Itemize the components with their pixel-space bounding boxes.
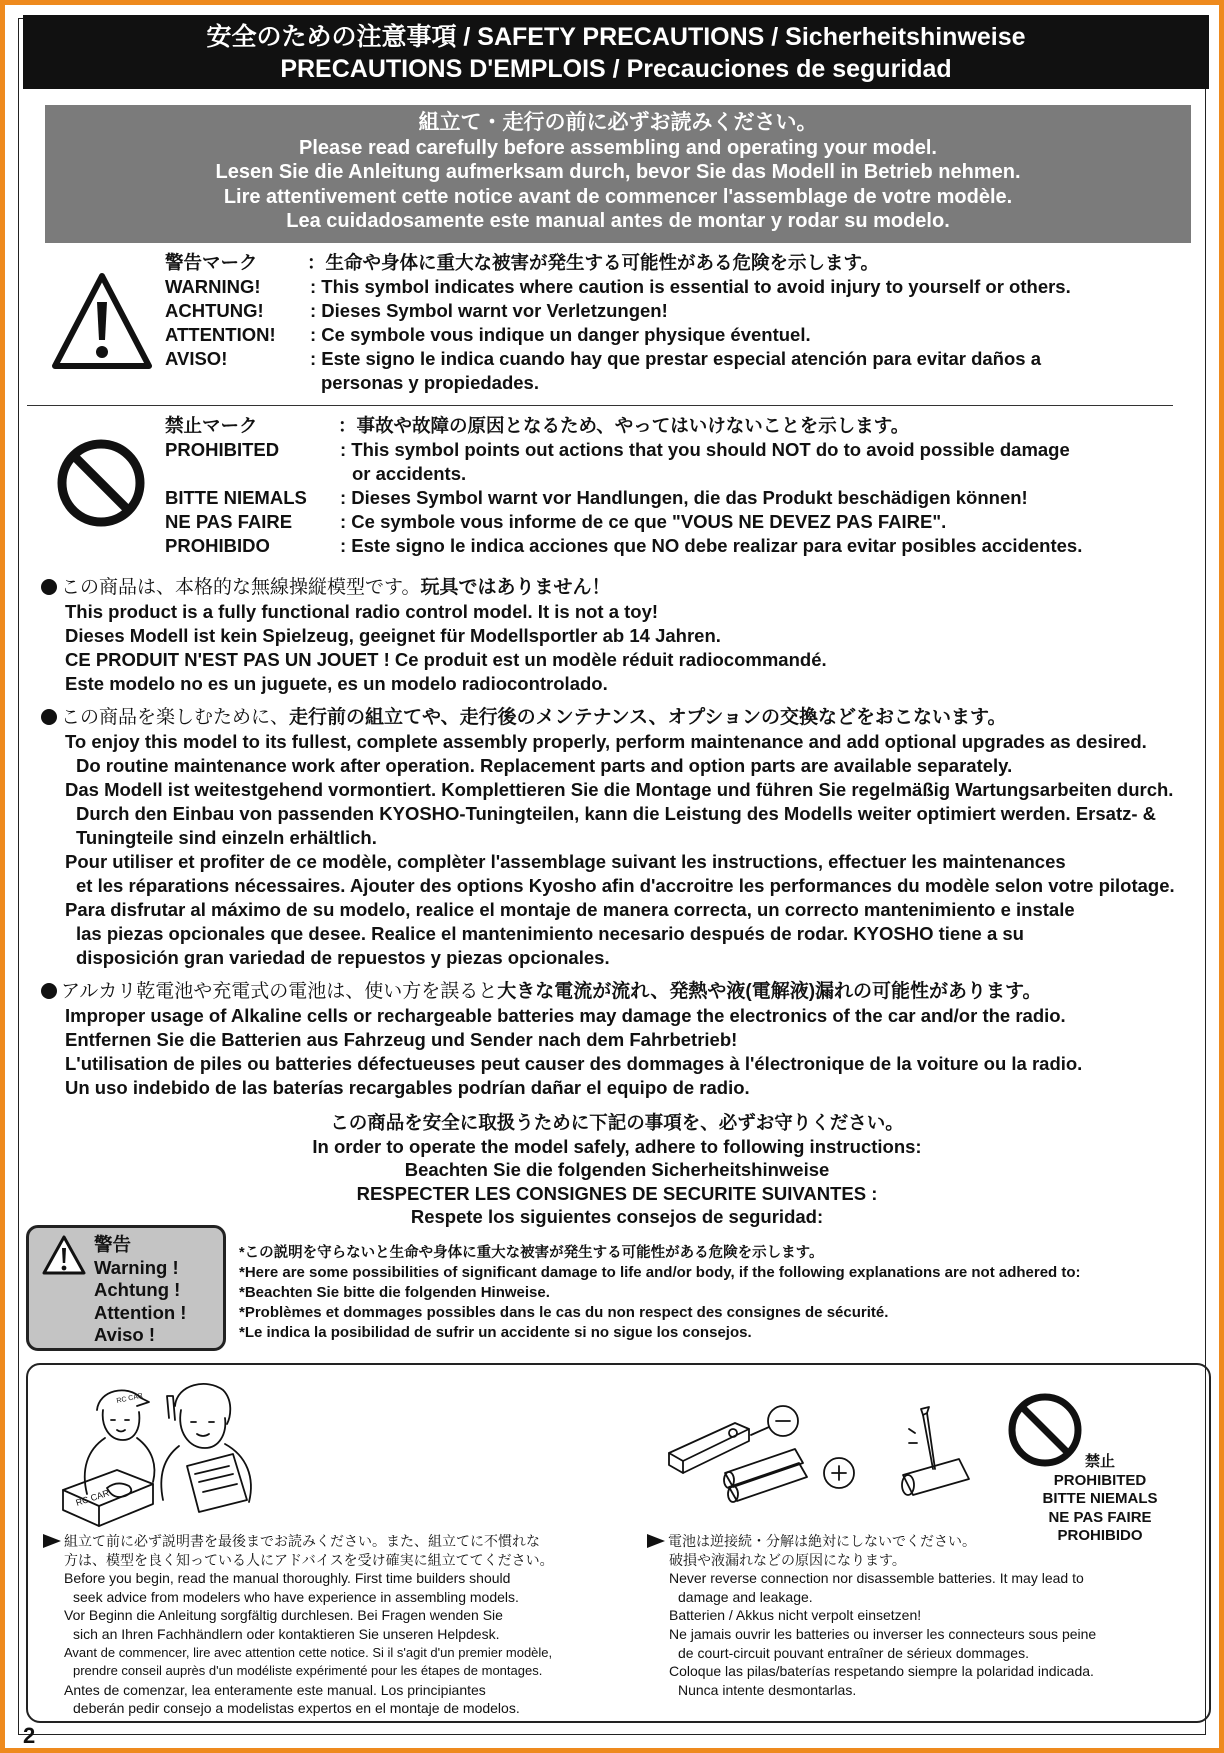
warning-box-label-en: Warning ! (94, 1256, 179, 1278)
prohibited-label-es: PROHIBIDO (165, 535, 270, 556)
warning-note-de: *Beachten Sie bitte die folgenden Hinweise. (239, 1284, 550, 1301)
prohibited-small-es: PROHIBIDO (1057, 1527, 1143, 1545)
arrow-icon (647, 1534, 665, 1548)
bullet3-line: L'utilisation de piles ou batteries défectueuses peut causer des dommages à l'électronique de la voiture ou la radio. (65, 1053, 1083, 1074)
instructions-intro (5, 1111, 1224, 1229)
prohibited-small-de: BITTE NIEMALS (1042, 1490, 1158, 1508)
warning-label-de: ACHTUNG! (165, 300, 264, 321)
bullet2-line: et les réparations nécessaires. Ajouter des options Kyosho afin d'accroitre les performances du modèle selon votre pilotage. (76, 875, 1175, 896)
left-note (43, 1532, 554, 1718)
right-note-line: 破損や液漏れなどの原因になります。 (669, 1551, 906, 1568)
bullet2-line: To enjoy this model to its fullest, complete assembly properly, perform maintenance and add optional upgrades as desired. (65, 731, 1147, 752)
bullet2-jp-plain: この商品を楽しむために、 (61, 707, 290, 728)
arrow-icon (43, 1534, 61, 1548)
prohibited-text-de: : Dieses Symbol warnt vor Handlungen, die das Produkt beschädigen können! (340, 487, 1028, 508)
prohibited-small-en: PROHIBITED (1053, 1471, 1147, 1489)
warning-label-en: WARNING! (165, 276, 261, 297)
prohibited-text-fr: : Ce symbole vous informe de ce que "VOUS NE DEVEZ PAS FAIRE". (340, 511, 947, 532)
bullet-dot (41, 579, 57, 595)
bullet1-line: Dieses Modell ist kein Spielzeug, geeignet für Modellsportler ab 14 Jahren. (65, 625, 721, 646)
warning-text-jp: ：生命や身体に重大な被害が発生する可能性がある危険を示します。 (307, 252, 880, 273)
right-note-line: 電池は逆接続・分解は絶対にしないでください。 (668, 1533, 976, 1549)
warning-label-fr: ATTENTION! (165, 324, 276, 345)
prohibited-label-jp: 禁止マーク (165, 415, 258, 436)
bullet1-line: CE PRODUIT N'EST PAS UN JOUET ! Ce produit est un modèle réduit radiocommandé. (65, 649, 827, 670)
warning-note-es: *Le indica la posibilidad de sufrir un accidente si no sigue los consejos. (239, 1324, 752, 1341)
warning-label-es: AVISO! (165, 348, 228, 369)
bullet3-jp-bold: 大きな電流が流れ、発熱や液(電解液)漏れの可能性があります。 (497, 981, 1042, 1002)
bullet-batteries (41, 980, 1082, 1100)
warning-triangle-icon (49, 270, 155, 374)
prohibited-text-jp: ：事故や故障の原因となるため、やってはいけないことを示します。 (338, 415, 910, 436)
prohibited-small-fr: NE PAS FAIRE (1048, 1508, 1152, 1526)
bullet2-line: Das Modell ist weitestgehend vormontiert. Komplettieren Sie die Montage und führen Sie regelmäßig Wartungsarbeiten durch. (65, 779, 1174, 800)
bullet1-jp-bold: 玩具ではありません！ (420, 577, 611, 598)
warning-text-es-cont: personas y propiedades. (321, 372, 539, 393)
bullet1-line: This product is a fully functional radio control model. It is not a toy! (65, 601, 659, 622)
bullet2-line: Do routine maintenance work after operation. Replacement parts and option parts are available separately. (76, 755, 1013, 776)
warning-notes (239, 1243, 1081, 1343)
intro-fr: RESPECTER LES CONSIGNES DE SECURITE SUIVANTES : (356, 1182, 878, 1204)
banner-de: Lesen Sie die Anleitung aufmerksam durch, bevor Sie das Modell in Betrieb nehmen. (215, 161, 1021, 183)
warning-text-en: : This symbol indicates where caution is essential to avoid injury to yourself or others. (310, 276, 1071, 297)
bullet1-line: Este modelo no es un juguete, es un modelo radiocontrolado. (65, 673, 608, 694)
right-note-line: Coloque las pilas/baterías respetando siempre la polaridad indicada. (669, 1663, 1094, 1680)
right-note-line: Batterien / Akkus nicht verpolt einsetzen! (669, 1607, 922, 1624)
left-note-line: Antes de comenzar, lea enteramente este manual. Los principiantes (64, 1681, 486, 1698)
warning-text-de: : Dieses Symbol warnt vor Verletzungen! (310, 300, 668, 321)
warning-box-label-de: Achtung ! (94, 1279, 181, 1300)
warning-box-labels (94, 1234, 186, 1347)
prohibited-label-de: BITTE NIEMALS (165, 487, 307, 508)
left-note-line: seek advice from modelers who have experience in assembling models. (73, 1588, 519, 1605)
prohibited-label-fr: NE PAS FAIRE (165, 511, 293, 532)
bullet-not-a-toy (41, 576, 827, 696)
right-note-line: damage and leakage. (678, 1588, 813, 1605)
banner-es: Lea cuidadosamente este manual antes de montar y rodar su modelo. (286, 210, 950, 232)
warning-box-label-es: Aviso ! (94, 1324, 155, 1345)
bullet2-jp-bold: 走行前の組立てや、走行後のメンテナンス、オプションの交換などをおこないます。 (289, 707, 1007, 728)
prohibited-text-en: : This symbol points out actions that you should NOT do to avoid possible damage (340, 439, 1070, 460)
intro-en: In order to operate the model safely, adhere to following instructions: (312, 1135, 922, 1157)
bullet2-line: Pour utiliser et profiter de ce modèle, complèter l'assemblage suivant les instructions, effectuer les maintenances (65, 851, 1066, 872)
warning-box (26, 1225, 226, 1351)
banner-jp: 組立て・走行の前に必ずお読みください。 (418, 111, 818, 134)
section-divider (27, 405, 1173, 406)
bullet2-line: Tuningteile sind einzeln erhältlich. (76, 827, 377, 848)
prohibited-text-es: : Este signo le indica acciones que NO debe realizar para evitar posibles accidentes. (340, 535, 1083, 556)
bullet2-line: Para disfrutar al máximo de su modelo, realice el montaje de manera correcta, un correcto mantenimiento e instale (65, 899, 1075, 920)
right-note-line: de court-circuit pouvant entraîner de sérieux dommages. (678, 1644, 1029, 1661)
left-note-line: Before you begin, read the manual thoroughly. First time builders should (64, 1570, 511, 1587)
left-note-line: 組立て前に必ず説明書を最後までお読みください。また、組立てに不慣れな (64, 1533, 540, 1549)
warning-note-en: *Here are some possibilities of significant damage to life and/or body, if the following explanations are not adhered to: (239, 1264, 1081, 1281)
box-label: RC CAR (74, 1487, 111, 1508)
bullet3-jp-plain: アルカリ乾電池や充電式の電池は、使い方を誤ると (61, 981, 498, 1002)
left-note-line: 方は、模型を良く知っている人にアドバイスを受け確実に組立ててください。 (64, 1551, 554, 1568)
bullet2-line: disposición gran variedad de repuestos y piezas opcionales. (76, 947, 610, 968)
bullet2-line: las piezas opcionales que desee. Realice el mantenimiento necesario después de rodar. KYOSHO tiene a su (76, 923, 1024, 944)
left-note-line: Avant de commencer, lire avec attention cette notice. Si il s'agit d'un premier modèle, (64, 1644, 553, 1660)
right-note-line: Ne jamais ouvrir les batteries ou inverser les connecteurs sous peine (669, 1625, 1097, 1642)
bullet3-line: Improper usage of Alkaline cells or rechargeable batteries may damage the electronics of the car and/or the radio. (65, 1005, 1066, 1026)
prohibited-icon (55, 437, 147, 529)
warning-box-label-fr: Attention ! (94, 1301, 187, 1323)
warning-label-jp: 警告マーク (165, 252, 258, 273)
left-note-line: sich an Ihren Fachhändlern oder kontaktieren Sie unseren Helpdesk. (73, 1625, 500, 1642)
header-title-line2: PRECAUTIONS D'EMPLOIS / Precauciones de seguridad (280, 55, 952, 83)
banner-fr: Lire attentivement cette notice avant de commencer l'assemblage de votre modèle. (223, 185, 1013, 208)
bullet1-jp-plain: この商品は、本格的な無線操縦模型です。 (61, 577, 421, 598)
prohibited-small-jp: 禁止 (1084, 1453, 1115, 1470)
bullet-maintenance (41, 706, 1175, 970)
reading-manual-illustration (57, 1370, 297, 1528)
bullet3-line: Entfernen Sie die Batterien aus Fahrzeug und Sender nach dem Fahrbetrieb! (65, 1029, 738, 1050)
batteries-illustration (665, 1403, 995, 1515)
banner-en: Please read carefully before assembling and operating your model. (299, 136, 937, 159)
right-note (647, 1532, 1096, 1699)
intro-jp: この商品を安全に取扱うために下記の事項を、必ずお守りください。 (330, 1112, 904, 1133)
warning-box-label-jp: 警告 (94, 1234, 132, 1255)
bullet2-line: Durch den Einbau von passenden KYOSHO-Tuningteilen, kann die Leistung des Modells weiter optimiert werden. Ersatz- & (76, 803, 1157, 824)
warning-text-fr: : Ce symbole vous indique un danger physique éventuel. (310, 324, 811, 345)
intro-de: Beachten Sie die folgenden Sicherheitshinweise (404, 1159, 830, 1180)
header-title-line1: 安全のための注意事項 / SAFETY PRECAUTIONS / Sicherheitshinweise (206, 23, 1026, 51)
prohibited-label-en: PROHIBITED (165, 439, 280, 460)
left-note-line: deberán pedir consejo a modelistas expertos en el montaje de modelos. (73, 1700, 520, 1717)
warning-small-icon (41, 1234, 87, 1276)
bullet-dot (41, 983, 57, 999)
bullet-dot (41, 709, 57, 725)
prohibited-text-en-cont: or accidents. (352, 463, 467, 484)
left-note-line: Vor Beginn die Anleitung sorgfältig durchlesen. Bei Fragen wenden Sie (64, 1607, 503, 1624)
warning-note-fr: *Problèmes et dommages possibles dans le cas du non respect des consignes de sécurité. (239, 1304, 889, 1321)
page-header (23, 15, 1209, 89)
left-note-line: prendre conseil auprès d'un modéliste expérimenté pour les étapes de montages. (73, 1663, 543, 1679)
warning-note-jp: *この説明を守らないと生命や身体に重大な被害が発生する可能性がある危険を示します。 (239, 1245, 824, 1261)
page-number: 2 (23, 1723, 36, 1748)
read-first-banner (45, 105, 1191, 243)
right-note-line: Nunca intente desmontarlas. (678, 1681, 857, 1698)
intro-es: Respete los siguientes consejos de seguridad: (410, 1206, 824, 1227)
bullet3-line: Un uso indebido de las baterías recargables podrían dañar el equipo de radio. (65, 1077, 750, 1098)
warning-text-es: : Este signo le indica cuando hay que prestar especial atención para evitar daños a (310, 348, 1041, 369)
right-note-line: Never reverse connection nor disassemble batteries. It may lead to (669, 1570, 1084, 1587)
cap-label: RC CAR (115, 1392, 144, 1405)
